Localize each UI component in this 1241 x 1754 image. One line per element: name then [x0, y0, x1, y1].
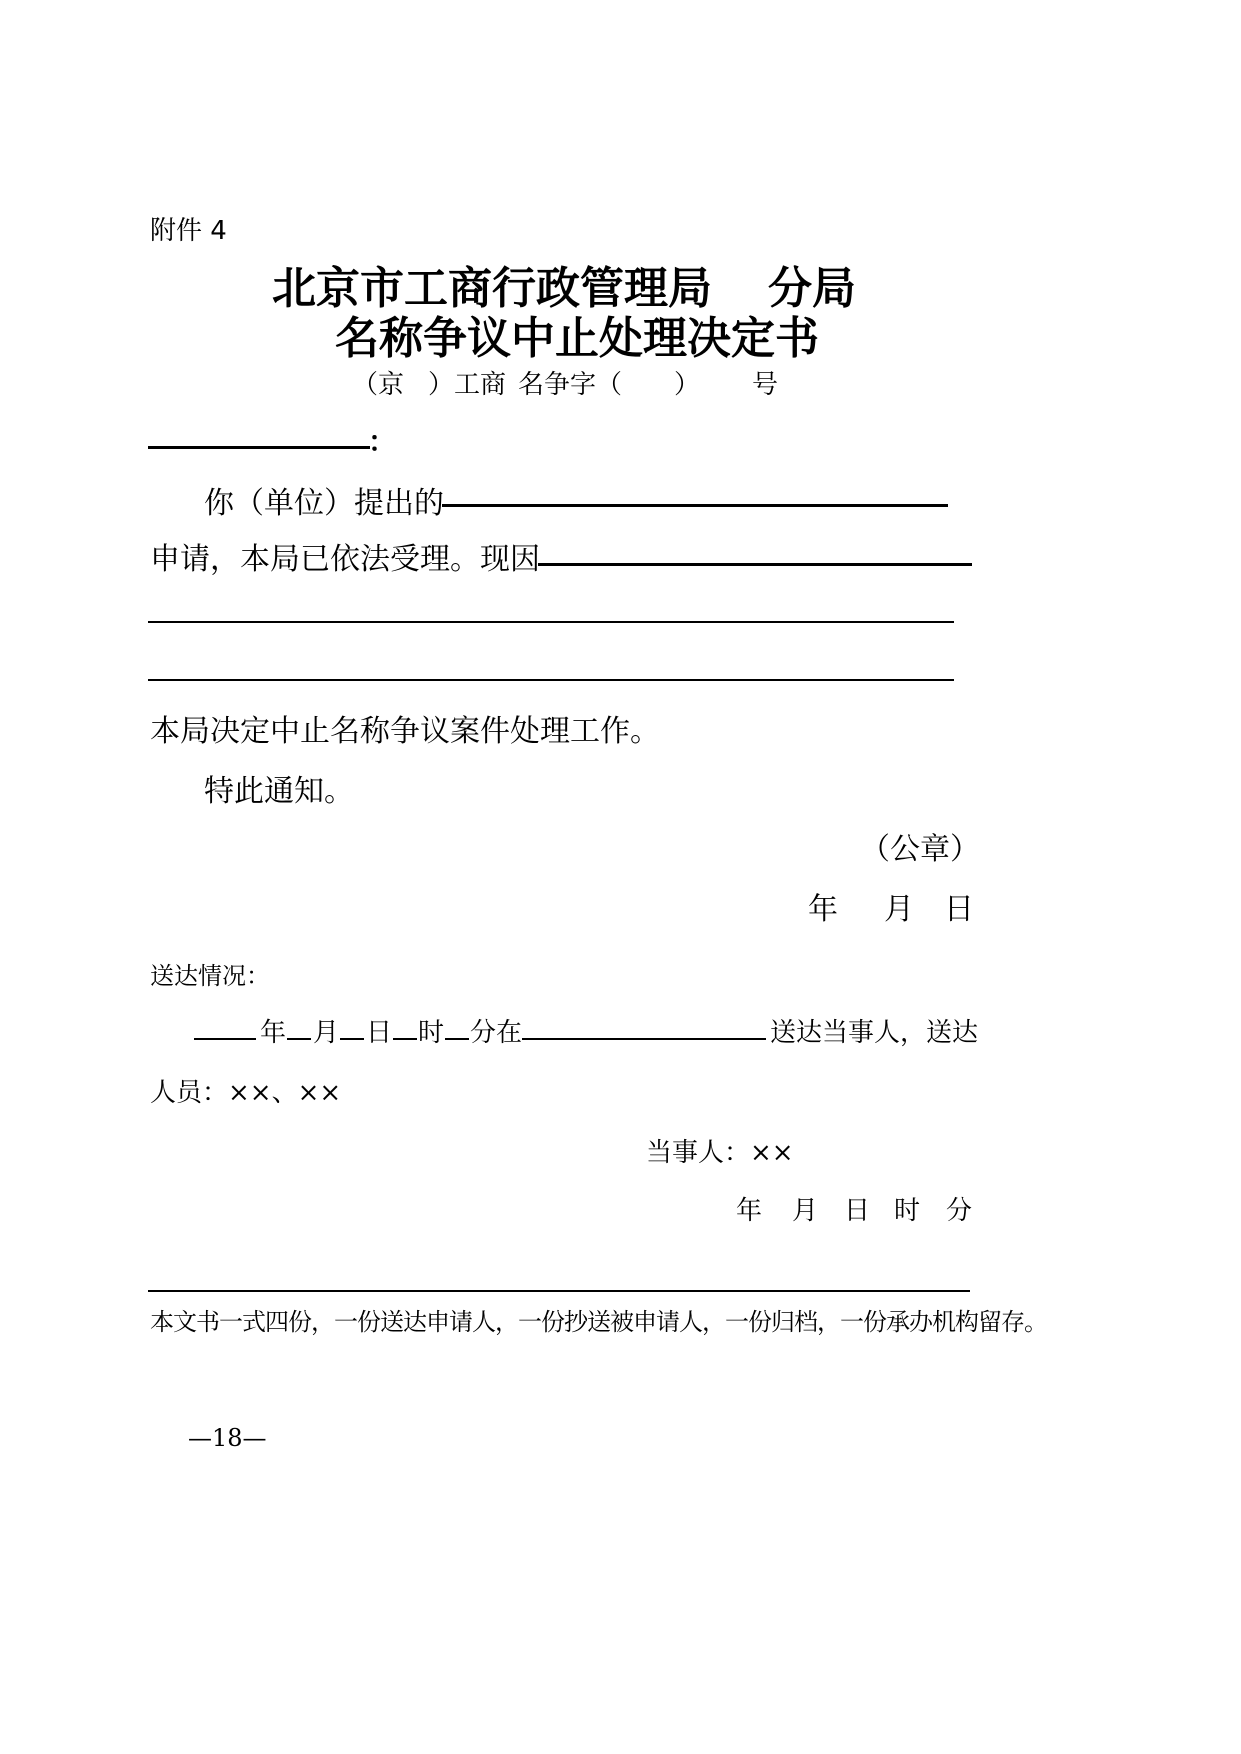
seal-label: （公章） [860, 832, 980, 867]
delivery-place-blank [522, 1038, 766, 1040]
delivery-hour-blank [393, 1038, 417, 1040]
doc-number-name: 名争字（ [518, 370, 623, 400]
p2-prefix: 申请，本局已依法受理。现因 [150, 542, 540, 577]
delivery-year: 年 [260, 1018, 287, 1048]
delivery-to-party: 送达当事人，送达 [770, 1018, 979, 1048]
delivery-party: 当事人：×× [646, 1138, 794, 1168]
page-number: —18— [188, 1424, 267, 1452]
delivery-day: 日 [366, 1018, 393, 1048]
delivery-label: 送达情况： [150, 962, 270, 990]
date-year: 年 [808, 892, 838, 927]
footer-note: 本文书一式四份，一份送达申请人，一份抄送被申请人，一份归档，一份承办机构留存。 [150, 1308, 1047, 1336]
doc-number-suffix: 号 [752, 370, 779, 400]
delivery-minute: 分在 [470, 1018, 523, 1048]
date-month: 月 [884, 892, 914, 927]
delivery-day-blank [340, 1038, 364, 1040]
delivery-staff: 人员：××、×× [150, 1078, 342, 1108]
delivery-hour: 时 [418, 1018, 445, 1048]
blank-line-2 [148, 679, 954, 681]
sign-day: 日 [844, 1196, 871, 1226]
delivery-month-blank [287, 1038, 311, 1040]
date-day: 日 [944, 892, 974, 927]
blank-line-1 [148, 621, 954, 623]
p4-text: 特此通知。 [204, 774, 354, 809]
doc-number-prefix: （京 [352, 370, 405, 400]
delivery-year-blank [194, 1038, 256, 1040]
footer-divider [148, 1290, 970, 1292]
delivery-minute-blank [445, 1038, 469, 1040]
title-line2: 名称争议中止处理决定书 [335, 313, 819, 364]
p1-prefix: 你（单位）提出的 [204, 486, 444, 521]
sign-year: 年 [736, 1196, 763, 1226]
title-line1: 北京市工商行政管理局 [272, 263, 712, 314]
doc-number-mid: ）工商 [428, 370, 507, 400]
p3-text: 本局决定中止名称争议案件处理工作。 [150, 714, 660, 749]
doc-number-close: ） [674, 370, 701, 400]
delivery-month: 月 [313, 1018, 340, 1048]
sign-month: 月 [792, 1196, 819, 1226]
attachment-label: 附件 4 [150, 216, 227, 246]
p2-blank [538, 563, 972, 566]
sign-hour: 时 [894, 1196, 921, 1226]
title-line1-suffix: 分局 [768, 263, 856, 314]
addressee-colon: ： [368, 425, 397, 458]
sign-minute: 分 [946, 1196, 973, 1226]
p1-blank [442, 504, 948, 507]
addressee-blank [148, 446, 370, 449]
